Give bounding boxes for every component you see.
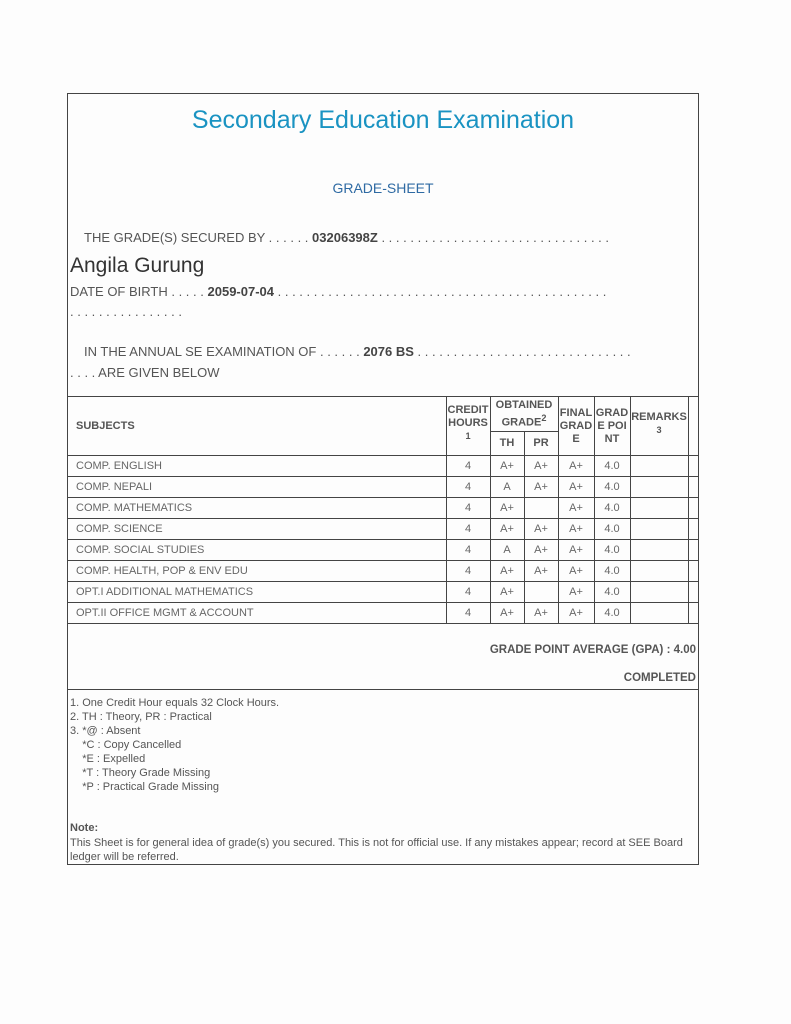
exam-line — [84, 344, 631, 359]
th-header: TH — [490, 432, 524, 456]
credit-cell: 4 — [446, 582, 490, 603]
blank-header — [688, 397, 698, 456]
remarks-cell — [630, 561, 688, 582]
final-grade-cell: A+ — [558, 498, 594, 519]
blank-cell — [688, 456, 698, 477]
exam-title: Secondary Education Examination — [191, 106, 575, 134]
credit-cell: 4 — [446, 519, 490, 540]
subject-cell: COMP. HEALTH, POP & ENV EDU — [68, 561, 446, 582]
blank-cell — [688, 519, 698, 540]
credit-footnote-mark: 1 — [465, 431, 471, 442]
final-grade-cell: A+ — [558, 519, 594, 540]
remarks-label: REMARKS — [631, 410, 687, 423]
date-of-birth: 2059-07-04 — [207, 284, 274, 299]
pr-grade-cell — [524, 498, 558, 519]
credit-cell: 4 — [446, 498, 490, 519]
exam-label: IN THE ANNUAL SE EXAMINATION OF . . . . . . — [84, 344, 360, 359]
grade-point-cell: 4.0 — [594, 561, 630, 582]
obtained-footnote-mark: 2 — [541, 412, 547, 423]
subjects-header: SUBJECTS — [68, 397, 446, 456]
dob-line — [70, 284, 606, 299]
blank-cell — [688, 582, 698, 603]
footnote-line: *T : Theory Grade Missing — [70, 767, 211, 779]
th-grade-cell: A+ — [490, 603, 524, 624]
footnote-line: *E : Expelled — [70, 753, 146, 765]
grade-point-cell: 4.0 — [594, 582, 630, 603]
blank-cell — [688, 603, 698, 624]
credit-cell: 4 — [446, 456, 490, 477]
final-grade-cell: A+ — [558, 456, 594, 477]
th-grade-cell: A — [490, 477, 524, 498]
gpa-value: GRADE POINT AVERAGE (GPA) : 4.00 — [489, 644, 696, 656]
table-row — [68, 540, 698, 561]
secured-by-line — [84, 230, 609, 245]
remarks-cell — [630, 519, 688, 540]
footnote-line: 3. *@ : Absent — [70, 725, 141, 737]
credit-hours-label: CREDIT HOURS — [447, 404, 489, 430]
grade-point-header: GRADE POINT — [594, 397, 630, 456]
grade-point-cell: 4.0 — [594, 540, 630, 561]
grade-point-cell: 4.0 — [594, 519, 630, 540]
remarks-cell — [630, 540, 688, 561]
footnote-line: *C : Copy Cancelled — [70, 739, 182, 751]
footnote-line: 1. One Credit Hour equals 32 Clock Hours. — [70, 697, 280, 709]
th-grade-cell: A+ — [490, 561, 524, 582]
final-grade-header: FINAL GRADE — [558, 397, 594, 456]
th-grade-cell: A — [490, 540, 524, 561]
pr-grade-cell — [524, 582, 558, 603]
remarks-cell — [630, 603, 688, 624]
table-row — [68, 561, 698, 582]
th-grade-cell: A+ — [490, 498, 524, 519]
th-grade-cell: A+ — [490, 456, 524, 477]
pr-header: PR — [524, 432, 558, 456]
pr-grade-cell: A+ — [524, 456, 558, 477]
footnote-line: 2. TH : Theory, PR : Practical — [70, 711, 212, 723]
symbol-number: 03206398Z — [312, 230, 378, 245]
student-name: Angila Gurung — [70, 254, 205, 277]
remarks-cell — [630, 582, 688, 603]
final-grade-cell: A+ — [558, 561, 594, 582]
credit-cell: 4 — [446, 603, 490, 624]
footnotes — [70, 696, 279, 794]
obtained-grade-label: OBTAINED GRADE — [495, 398, 553, 429]
dob-label: DATE OF BIRTH . . . . . — [70, 284, 204, 299]
subject-cell: COMP. NEPALI — [68, 477, 446, 498]
exam-dots: . . . . . . . . . . . . . . . . . . . . . . . . . . . . . . — [417, 344, 631, 359]
subject-cell: COMP. SCIENCE — [68, 519, 446, 540]
blank-cell — [688, 540, 698, 561]
given-below-text: . . . . ARE GIVEN BELOW — [70, 365, 220, 380]
remarks-cell — [630, 498, 688, 519]
dob-dots-continued: . . . . . . . . . . . . . . . . — [70, 304, 182, 319]
grade-sheet-heading: GRADE-SHEET — [332, 180, 434, 196]
final-grade-cell: A+ — [558, 582, 594, 603]
grade-point-cell: 4.0 — [594, 498, 630, 519]
credit-cell: 4 — [446, 540, 490, 561]
blank-cell — [688, 477, 698, 498]
remarks-footnote-mark: 3 — [656, 424, 662, 435]
note-title: Note: — [70, 822, 99, 834]
pr-grade-cell: A+ — [524, 540, 558, 561]
table-row — [68, 519, 698, 540]
table-row — [68, 477, 698, 498]
footnote-line: *P : Practical Grade Missing — [70, 781, 219, 793]
th-grade-cell: A+ — [490, 519, 524, 540]
exam-year: 2076 BS — [363, 344, 414, 359]
remarks-cell — [630, 477, 688, 498]
blank-cell — [688, 498, 698, 519]
credit-hours-header — [446, 397, 490, 456]
obtained-grade-header — [490, 397, 558, 432]
remarks-cell — [630, 456, 688, 477]
pr-grade-cell: A+ — [524, 603, 558, 624]
secured-by-dots: . . . . . . . . . . . . . . . . . . . . . . . . . . . . . . . . — [381, 230, 609, 245]
pr-grade-cell: A+ — [524, 519, 558, 540]
table-row — [68, 582, 698, 603]
pr-grade-cell: A+ — [524, 561, 558, 582]
subject-cell: OPT.II OFFICE MGMT & ACCOUNT — [68, 603, 446, 624]
table-row — [68, 498, 698, 519]
subject-cell: OPT.I ADDITIONAL MATHEMATICS — [68, 582, 446, 603]
th-grade-cell: A+ — [490, 582, 524, 603]
final-grade-cell: A+ — [558, 540, 594, 561]
table-row — [68, 603, 698, 624]
credit-cell: 4 — [446, 561, 490, 582]
blank-cell — [688, 561, 698, 582]
pr-grade-cell: A+ — [524, 477, 558, 498]
subject-cell: COMP. MATHEMATICS — [68, 498, 446, 519]
final-grade-cell: A+ — [558, 477, 594, 498]
gpa-section — [68, 627, 698, 690]
secured-by-label: THE GRADE(S) SECURED BY . . . . . . — [84, 230, 309, 245]
final-grade-cell: A+ — [558, 603, 594, 624]
grade-point-cell: 4.0 — [594, 456, 630, 477]
subject-cell: COMP. ENGLISH — [68, 456, 446, 477]
subject-cell: COMP. SOCIAL STUDIES — [68, 540, 446, 561]
result-status: COMPLETED — [623, 672, 696, 684]
grade-sheet — [67, 93, 699, 865]
dob-dots: . . . . . . . . . . . . . . . . . . . . . . . . . . . . . . . . . . . . . . . . . . . . . . — [277, 284, 607, 299]
credit-cell: 4 — [446, 477, 490, 498]
grade-point-cell: 4.0 — [594, 477, 630, 498]
note-text: This Sheet is for general idea of grade(s) you secured. This is not for official use. If any mistakes appear; record at SEE Board ledger will be referred. — [70, 837, 683, 863]
grade-point-cell: 4.0 — [594, 603, 630, 624]
grades-table — [68, 396, 698, 624]
remarks-header — [630, 397, 688, 456]
table-row — [68, 456, 698, 477]
